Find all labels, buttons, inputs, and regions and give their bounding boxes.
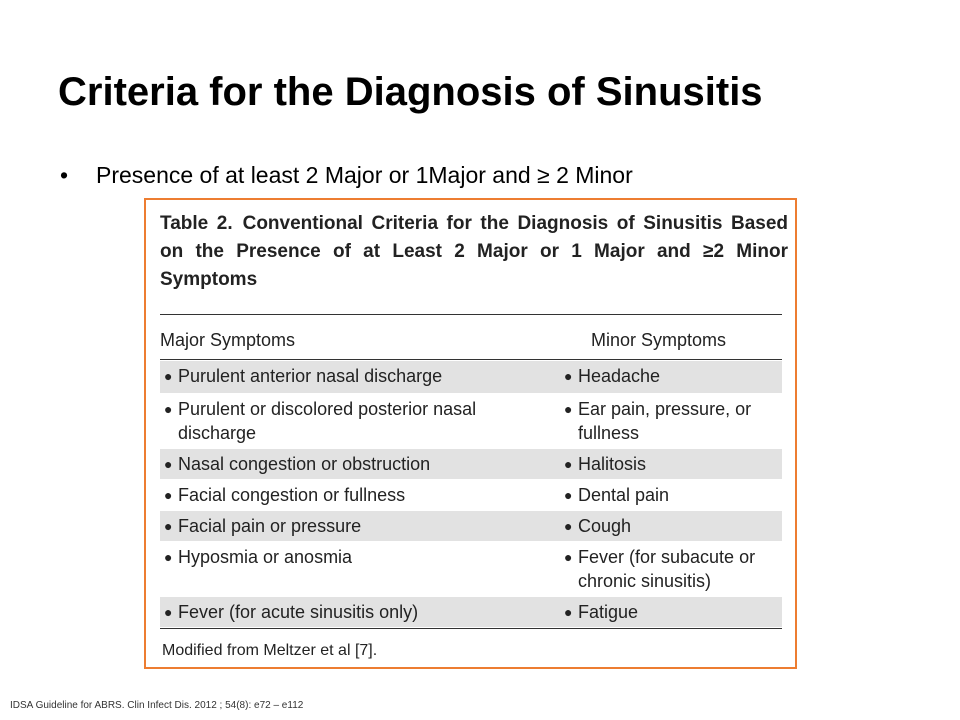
bullet-item <box>60 162 633 189</box>
bullet-dot-icon: ● <box>564 456 573 472</box>
slide-title: Criteria for the Diagnosis of Sinusitis <box>58 70 763 114</box>
major-symptom-cell: ● Hyposmia or anosmia <box>164 547 353 567</box>
table-top-rule <box>160 314 782 315</box>
table-header-rule <box>160 359 782 360</box>
table-row <box>160 480 782 510</box>
bullet-symbol: • <box>60 162 69 188</box>
bullet-dot-icon: ● <box>164 456 173 472</box>
table-row <box>160 394 782 448</box>
minor-symptom-cell: ● Fever (for subacute or chronic sinusitis) <box>564 547 756 591</box>
bullet-dot-icon: ● <box>564 401 573 417</box>
table-footnote: Modified from Meltzer et al [7]. <box>162 642 378 659</box>
bullet-dot-icon: ● <box>564 368 573 384</box>
minor-symptom-cell: ● Halitosis <box>564 454 647 474</box>
criteria-table <box>144 198 797 669</box>
table-caption-text: Conventional Criteria for the Diagnosis of Sinusitis Based on the Presence of at Least 2 Major or 1 Major and ≥2 Minor Symptoms <box>160 213 788 290</box>
table-row <box>160 511 782 541</box>
table-bottom-rule <box>160 628 782 629</box>
bullet-dot-icon: ● <box>164 604 173 620</box>
major-symptom-cell: ● Purulent anterior nasal discharge <box>164 366 443 386</box>
major-symptom-cell: ● Purulent or discolored posterior nasal discharge <box>164 399 477 443</box>
minor-symptom-cell: ● Headache <box>564 366 661 386</box>
bullet-dot-icon: ● <box>164 518 173 534</box>
bullet-dot-icon: ● <box>164 487 173 503</box>
minor-symptom-cell: ● Cough <box>564 516 632 536</box>
source-citation: IDSA Guideline for ABRS. Clin Infect Dis. 2012 ; 54(8): e72 – e112 <box>10 700 304 711</box>
table-row <box>160 449 782 479</box>
bullet-dot-icon: ● <box>164 368 173 384</box>
minor-symptom-cell: ● Ear pain, pressure, or fullness <box>564 399 752 443</box>
bullet-dot-icon: ● <box>564 487 573 503</box>
minor-symptoms-header: Minor Symptoms <box>591 330 727 350</box>
bullet-dot-icon: ● <box>164 549 173 565</box>
bullet-dot-icon: ● <box>564 549 573 565</box>
major-symptom-cell: ● Facial congestion or fullness <box>164 485 406 505</box>
table-caption <box>160 210 788 294</box>
table-caption-prefix: Table 2. <box>160 213 233 234</box>
bullet-text: Presence of at least 2 Major or 1Major and ≥ 2 Minor <box>96 162 633 188</box>
table-row <box>160 597 782 627</box>
major-symptom-cell: ● Nasal congestion or obstruction <box>164 454 431 474</box>
minor-symptom-cell: ● Fatigue <box>564 602 639 622</box>
bullet-dot-icon: ● <box>164 401 173 417</box>
table-row <box>160 361 782 393</box>
major-symptom-cell: ● Facial pain or pressure <box>164 516 362 536</box>
bullet-dot-icon: ● <box>564 604 573 620</box>
minor-symptom-cell: ● Dental pain <box>564 485 670 505</box>
major-symptom-cell: ● Fever (for acute sinusitis only) <box>164 602 419 622</box>
bullet-dot-icon: ● <box>564 518 573 534</box>
table-row <box>160 542 782 596</box>
major-symptoms-header: Major Symptoms <box>160 330 296 350</box>
